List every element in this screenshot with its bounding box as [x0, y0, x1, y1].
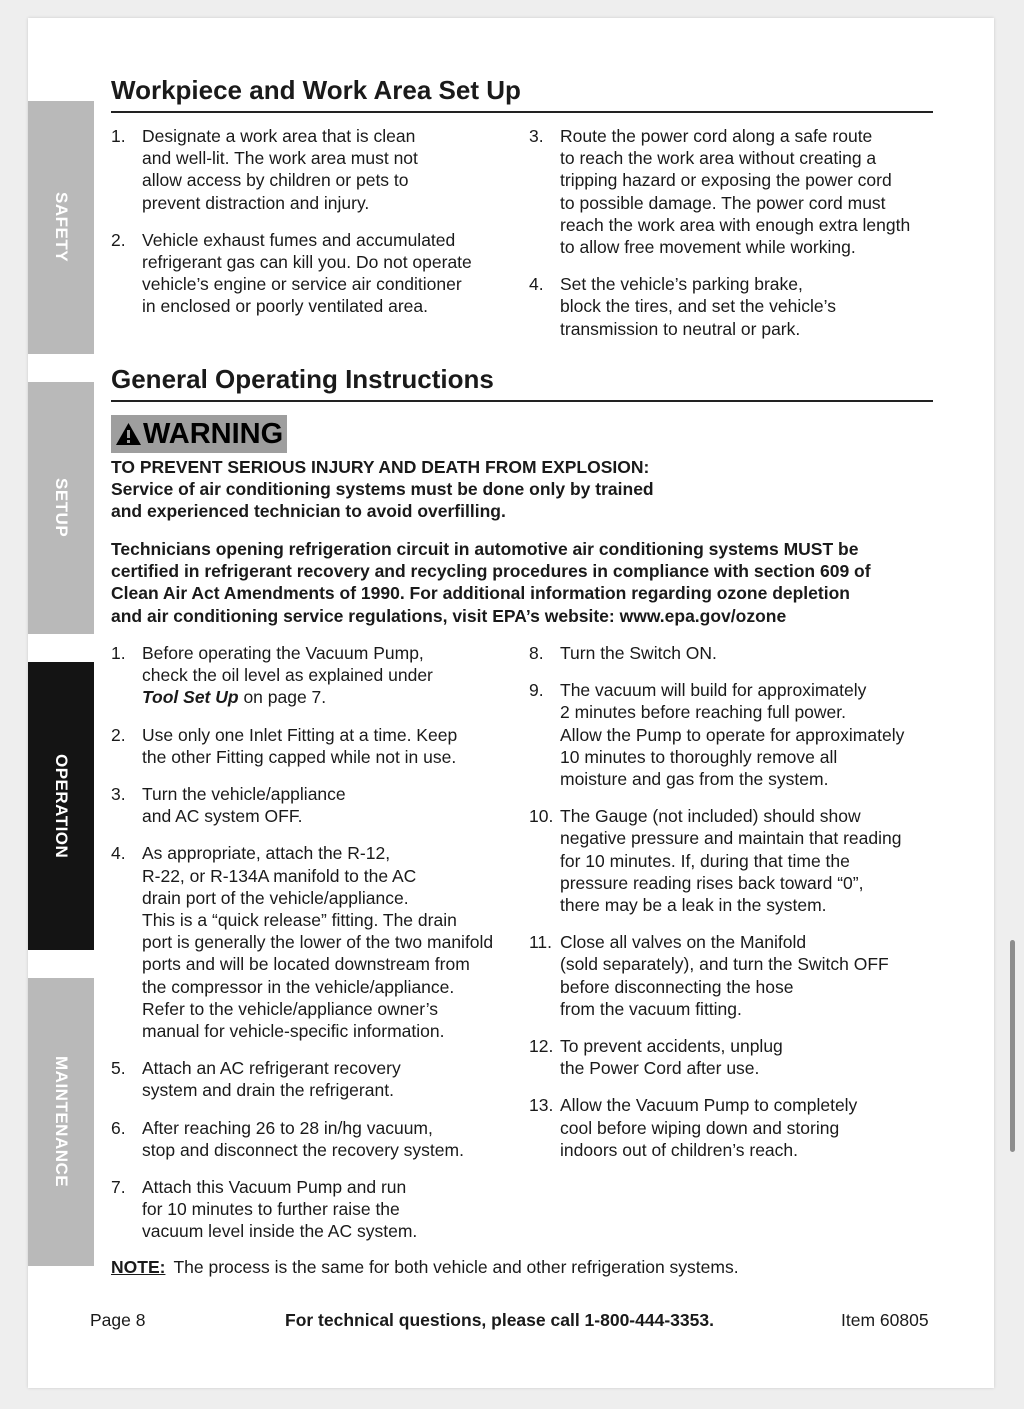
- support-phone: For technical questions, please call 1-800-444-3353.: [285, 1310, 714, 1330]
- tab-safety-label: SAFETY: [52, 192, 71, 263]
- list-item: [529, 679, 933, 790]
- epa-notice: Technicians opening refrigeration circuit in automotive air conditioning systems MUST be certified in refrigerant recovery and recycling procedures in compliance with section 609 of Clean Air Act Amendments of 1990. For additional information regarding ozone depletion and air conditioning service regulations, visit EPA’s website: www.epa.gov/ozone: [111, 539, 871, 626]
- list-item: [111, 1176, 521, 1243]
- warning-text: TO PREVENT SERIOUS INJURY AND DEATH FROM EXPLOSION: Service of air conditioning systems must be done only by trained and experienced technician to avoid overfilling.: [111, 457, 654, 522]
- operating-right-list: [529, 642, 933, 1176]
- list-item: [529, 125, 933, 258]
- item-number: 11.: [529, 932, 553, 953]
- item-text: Turn the Switch ON.: [560, 643, 717, 663]
- item-text: After reaching 26 to 28 in/hg vacuum, stop and disconnect the recovery system.: [142, 1117, 464, 1160]
- item-number: 10.: [529, 806, 554, 827]
- page-number: Page 8: [90, 1310, 146, 1330]
- note: [111, 1256, 739, 1278]
- list-item: [111, 229, 511, 318]
- item-number: 9.: [529, 680, 544, 701]
- item-text: [142, 642, 433, 709]
- warning-label: WARNING: [143, 418, 284, 450]
- tab-setup-label: SETUP: [52, 478, 71, 538]
- item-text: As appropriate, attach the R-12, R-22, or R-134A manifold to the AC drain port of the vehicle/appliance. This is a “quick release” fitting. The drain port is generally the lower of the two manifold ports and will be located downstream from the compressor in the vehicle/appliance. Refer to the vehicle/appliance owner’s manual for vehicle-specific information.: [142, 843, 494, 1042]
- item-number: 13.: [529, 1095, 554, 1116]
- item-text: Close all valves on the Manifold (sold separately), and turn the Switch OFF before disconnecting the hose from the vacuum fitting.: [560, 932, 889, 1019]
- work-area-right-list: [529, 125, 933, 355]
- item-text: Allow the Vacuum Pump to completely cool before wiping down and storing indoors out of children’s reach.: [560, 1095, 858, 1160]
- item-text: Designate a work area that is clean and well-lit. The work area must not allow access by children or pets to prevent distraction and injury.: [142, 126, 418, 213]
- warning-badge: [111, 415, 287, 453]
- item-text: The Gauge (not included) should show negative pressure and maintain that reading for 10 minutes. If, during that time the pressure reading rises back toward “0”, there may be a leak in the system.: [560, 806, 902, 916]
- list-item: [111, 842, 521, 1042]
- item-text: Vehicle exhaust fumes and accumulated refrigerant gas can kill you. Do not operate vehicle’s engine or service air conditioner in enclosed or poorly ventilated area.: [142, 229, 472, 317]
- item-number: 1.: [111, 126, 126, 146]
- item-number: 1.: [111, 643, 126, 663]
- list-item: [111, 1117, 521, 1161]
- list-item: [529, 273, 933, 340]
- item-text: Route the power cord along a safe route to reach the work area without creating a tripping hazard or exposing the power cord to possible damage. The power cord must reach the work area with enough extra length to allow free movement while working.: [560, 126, 911, 258]
- tab-maintenance[interactable]: [28, 978, 94, 1266]
- item-text: Attach an AC refrigerant recovery system and drain the refrigerant.: [142, 1058, 401, 1101]
- tab-setup[interactable]: [28, 382, 94, 634]
- item-line: Before operating the Vacuum Pump,: [142, 643, 424, 663]
- item-line: on page 7.: [238, 687, 327, 708]
- item-line: check the oil level as explained under: [142, 665, 433, 686]
- tool-set-up-reference: Tool Set Up: [142, 687, 239, 708]
- section-title-work-area: Workpiece and Work Area Set Up: [111, 74, 933, 113]
- tab-operation[interactable]: [28, 662, 94, 950]
- item-number: 2.: [111, 724, 126, 745]
- list-item: [529, 642, 933, 664]
- tab-maintenance-label: MAINTENANCE: [52, 1056, 71, 1188]
- item-number: 3.: [111, 784, 126, 805]
- manual-page: [28, 18, 994, 1388]
- note-label: NOTE:: [111, 1257, 166, 1277]
- item-number: 12.: [529, 1036, 554, 1057]
- list-item: [111, 724, 521, 768]
- item-number: 5.: [111, 1058, 126, 1079]
- operating-left-list: [111, 642, 521, 1258]
- tab-safety[interactable]: [28, 101, 94, 354]
- list-item: [529, 931, 933, 1020]
- item-number: 4.: [111, 843, 126, 864]
- list-item: [111, 642, 521, 709]
- list-item: [529, 805, 933, 916]
- item-number: 4.: [529, 274, 544, 295]
- work-area-left-list: [111, 125, 511, 333]
- item-text: Turn the vehicle/appliance and AC system OFF.: [142, 784, 346, 827]
- tab-operation-label: OPERATION: [52, 753, 71, 859]
- list-item: [111, 125, 511, 214]
- item-number: 8.: [529, 643, 544, 663]
- item-number: 2.: [111, 229, 126, 250]
- list-item: [111, 1057, 521, 1101]
- list-item: [529, 1094, 933, 1161]
- item-number: 3.: [529, 126, 544, 146]
- item-text: Use only one Inlet Fitting at a time. Keep the other Fitting capped while not in use.: [142, 724, 458, 767]
- section-title-operating: General Operating Instructions: [111, 363, 933, 402]
- item-text: The vacuum will build for approximately 2 minutes before reaching full power. Allow the Pump to operate for approximately 10 minutes to thoroughly remove all moisture and gas from the system.: [560, 680, 905, 790]
- scrollbar[interactable]: [1010, 940, 1015, 1152]
- warning-triangle-icon: [115, 422, 142, 446]
- note-text: The process is the same for both vehicle and other refrigeration systems.: [173, 1257, 739, 1277]
- item-text: Attach this Vacuum Pump and run for 10 minutes to further raise the vacuum level inside the AC system.: [142, 1177, 418, 1242]
- item-number: 7.: [111, 1177, 126, 1198]
- item-number-footer: Item 60805: [841, 1310, 929, 1330]
- item-number: 6.: [111, 1117, 126, 1138]
- list-item: [529, 1035, 933, 1079]
- list-item: [111, 783, 521, 827]
- item-text: To prevent accidents, unplug the Power Cord after use.: [560, 1036, 783, 1079]
- item-text: Set the vehicle’s parking brake, block the tires, and set the vehicle’s transmission to neutral or park.: [560, 274, 836, 339]
